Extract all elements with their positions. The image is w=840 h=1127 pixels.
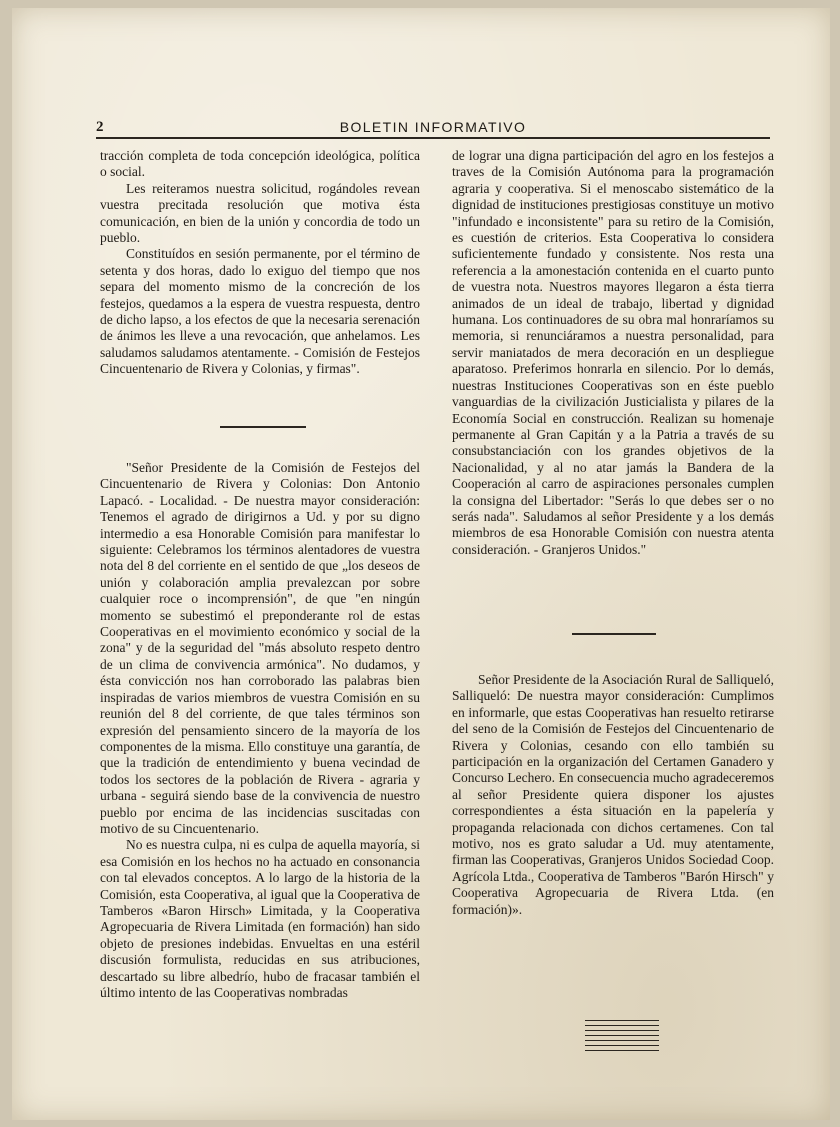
page-header xyxy=(96,119,770,139)
left-column-bottom xyxy=(100,460,420,1001)
paragraph: No es nuestra culpa, ni es culpa de aquella mayoría, si esa Comisión en los hechos no ha actuado en consonancia con tal elevados conceptos. A lo largo de la historia de la Comisión, esta Cooperativa, al igual que la Cooperativa de Tamberos «Baron Hirsch» Limitada, y la Cooperativa Agropecuaria de Rivera Limitada (en formación) han sido objeto de presiones indebidas. Envueltas en una estéril discusión formulista, reducidas en sus atribuciones, descartado su libre albedrío, hubo de fracasar también el último intento de las Cooperativas nombradas xyxy=(100,837,420,1000)
section-divider xyxy=(220,426,306,428)
paragraph: "Señor Presidente de la Comisión de Festejos del Cincuentenario de Rivera y Colonias: Don Antonio Lapacó. - Localidad. - De nuestra mayor consideración: Tenemos el agrado de dirigirnos a Ud. y por su digno intermedio a esa Honorable Comisión para manifestar lo siguiente: Celebramos los términos alentadores de vuestra nota del 8 del corriente en el sentido de que „los deseos de unión y colaboración amplia prevalezcan por sobre cualquier roce o incomprensión", de que "en ningún momento se subestimó el preponderante rol de estas Cooperativas en el movimiento económico y social de la zona" y de la seguridad del "más absoluto respeto dentro de un clima de convivencia armónica". No dudamos, y ésta convicción nos han corroborado las palabras bien inspiradas de varios miembros de vuestra Comisión en su reunión del 8 del corriente, de que tales términos son expresión del pensamiento sincero de la mayoría de los componentes de la misma. Ello constituye una garantía, de que la tradición de entendimiento y buena vecindad de todos los sectores de la población de Rivera - agraria y urbana - seguirá siendo base de la convivencia de nuestro pueblo por encima de las incidencias suscitadas con motivo de su Cincuentenario. xyxy=(100,460,420,836)
end-ornament xyxy=(585,1020,659,1055)
right-column-top xyxy=(452,148,774,558)
paragraph: Señor Presidente de la Asociación Rural de Salliqueló, Salliqueló: De nuestra mayor consideración: Cumplimos en informarle, que estas Cooperativas han resuelto retirarse del seno de la Comisión de Festejos del Cincuentenario de Rivera y Colonias, cesando con ello también su participación en la organización del Certamen Ganadero y Concurso Lechero. En consecuencia mucho agradeceremos al señor Presidente quiera disponer los ajustes correspondientes a ésta situación en la papelería y propaganda relacionada con dichos certamenes. Con tal motivo, nos es grato saludar a Ud. muy atentamente, firman las Cooperativas, Granjeros Unidos Sociedad Coop. Agrícola Ltda., Cooperativa de Tamberos "Barón Hirsch" y Cooperativa Agropecuaria de Rivera Ltda. (en formación)». xyxy=(452,672,774,917)
left-column-top xyxy=(100,148,420,378)
paragraph: tracción completa de toda concepción ideológica, política o social. xyxy=(100,148,420,180)
newsletter-page xyxy=(12,8,830,1120)
paragraph: Constituídos en sesión permanente, por el término de setenta y dos horas, dado lo exiguo del tiempo que nos separa del momento mismo de la concreción de los festejos, quedamos a la espera de vuestra respuesta, dentro de dicho lapso, a los efectos de que la necesaria serenación de ánimos les lleve a una revocación, que anhelamos. Les saludamos saludamos atentamente. - Comisión de Festejos Cincuentenario de Rivera y Colonias, y firmas". xyxy=(100,246,420,377)
newsletter-title: BOLETIN INFORMATIVO xyxy=(339,119,527,135)
paragraph: de lograr una digna participación del agro en los festejos a traves de la Comisión Autónoma para la programación agraria y cooperativa. Si el menoscabo sistemático de la dignidad de instituciones prestigiosas constituye un motivo "infundado e inconsistente" para su retiro de la Comisión, es cuestión de criterios. Esta Cooperativa lo considera suficientemente fundado y consistente. Nos resta una referencia a la amonestación contenida en el cuarto punto de vuestra nota. Nuestros mayores llegaron a ésta tierra animados de un ideal de trabajo, libertad y dignidad humana. Los continuadores de su obra mal honraríamos su memoria, si renunciáramos a nuestra personalidad, para servir maniatados de mera decoración en un despliegue aparatoso. Preferimos honrarla en silencio. Por lo demás, nuestras Instituciones Cooperativas son en éste pueblo vanguardias de la civilización Justicialista y pilares de la Economía Social en construcción. Realizan su homenaje permanente al Gran Capitán y a la Patria a través de su consubstanciación con los grandes objetivos de la Nacionalidad, y al no atar jamás la Bandera de la Cooperación al carro de aspiraciones personales cumplen la consigna del Libertador: "Serás lo que debes ser o no serás nada". Saludamos al señor Presidente y a los demás miembros de esa Honorable Comisión con nuestra atenta consideración. - Granjeros Unidos." xyxy=(452,148,774,557)
paragraph: Les reiteramos nuestra solicitud, rogándoles revean vuestra precitada resolución que motiva ésta comunicación, en bien de la unión y concordia de todo un pueblo. xyxy=(100,180,420,246)
section-divider xyxy=(572,633,656,635)
page-number: 2 xyxy=(96,119,104,135)
right-column-bottom xyxy=(452,672,774,918)
